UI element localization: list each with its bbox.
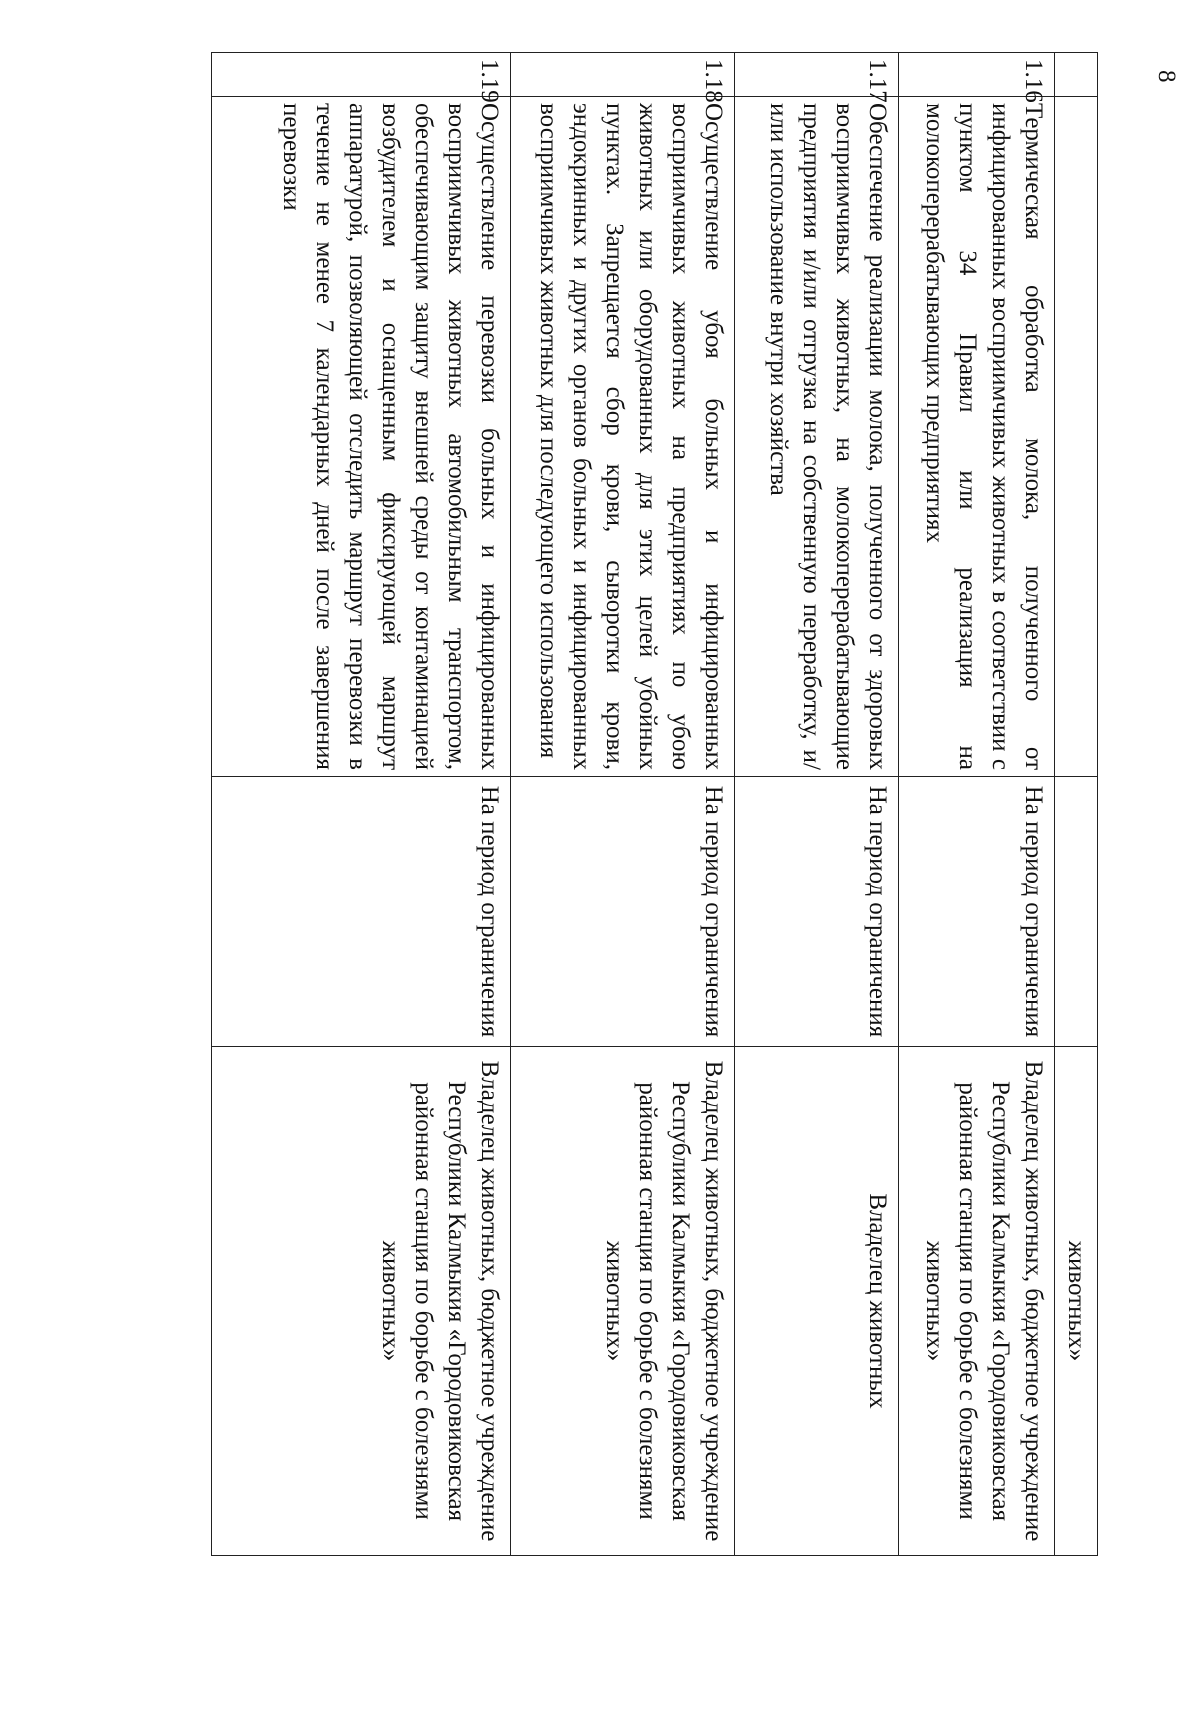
cell-num [1055,53,1098,97]
cell-num: 1.18 [511,53,735,97]
table-row [511,53,735,1556]
cell-num: 1.19 [212,53,511,97]
cell-description: Термическая обработка молока, полученного от инфицированных восприимчивых животных в соответствии с пунктом 34 Правил или реализация на молокоперерабатывающих предприятиях [899,97,1055,777]
table-row [899,53,1055,1556]
cell-responsible: Владелец животных [735,1047,899,1556]
table-row [735,53,899,1556]
cell-responsible: животных» [1055,1047,1098,1556]
cell-term: На период ограничения [212,777,511,1047]
measures-table [211,52,1098,1556]
cell-responsible: Владелец животных, бюджетное учреждение Республики Калмыкия «Городовиковская районная станция по борьбе с болезнями животных» [899,1047,1055,1556]
cell-description: Осуществление убоя больных и инфицированных восприимчивых животных на предприятиях по убою животных или оборудованных для этих целей убойных пунктах. Запрещается сбор крови, сыворотки крови, эндокринных и других органов больных и инфицированных восприимчивых животных для последующего использования [511,97,735,777]
cell-term: На период ограничения [899,777,1055,1047]
page-number: 8 [1153,70,1180,83]
table-row-continuation [1055,53,1098,1556]
cell-responsible: Владелец животных, бюджетное учреждение Республики Калмыкия «Городовиковская районная станция по борьбе с болезнями животных» [511,1047,735,1556]
table-row [212,53,511,1556]
cell-description: Осуществление перевозки больных и инфицированных восприимчивых животных автомобильным транспортом, обеспечивающим защиту внешней среды от контаминацией возбудителем и оснащенным фиксирующей маршрут аппаратурой, позволяющей отследить маршрут перевозки в течение не менее 7 календарных дней после завершения перевозки [212,97,511,777]
cell-num: 1.16 [899,53,1055,97]
cell-term: На период ограничения [735,777,899,1047]
cell-term [1055,777,1098,1047]
cell-term: На период ограничения [511,777,735,1047]
rotated-page [128,52,1098,1555]
cell-description: Обеспечение реализации молока, полученного от здоровых восприимчивых животных, на молокоперерабатывающие предприятия и/или отгрузка на собственную переработку, и/или использование внутри хозяйства [735,97,899,777]
cell-description [1055,97,1098,777]
cell-num: 1.17 [735,53,899,97]
cell-responsible: Владелец животных, бюджетное учреждение Республики Калмыкия «Городовиковская районная станция по борьбе с болезнями животных» [212,1047,511,1556]
